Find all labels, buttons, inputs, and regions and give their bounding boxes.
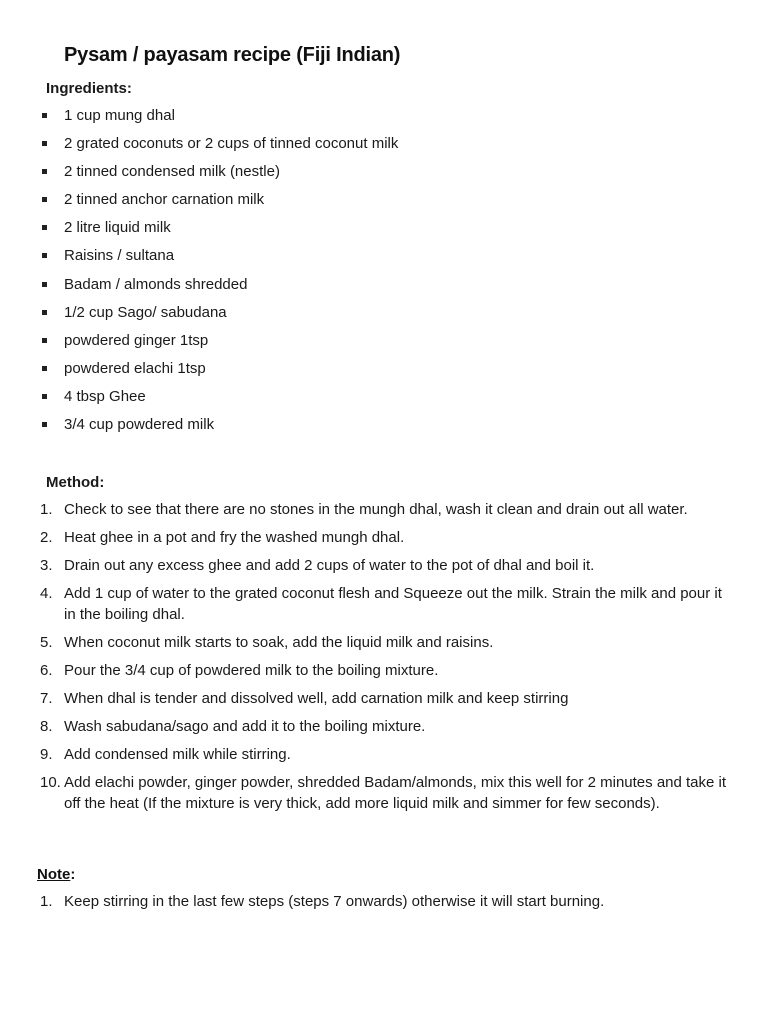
note-colon: : xyxy=(70,866,76,883)
step-number: 5. xyxy=(40,633,53,651)
method-step xyxy=(38,584,728,625)
step-number: 3. xyxy=(40,557,53,575)
method-heading: Method: xyxy=(46,474,105,491)
ingredient-text: 1/2 cup Sago/ sabudana xyxy=(64,303,227,321)
ingredient-item xyxy=(40,415,740,443)
note-text: Keep stirring in the last few steps (steps 7 onwards) otherwise it will start burning. xyxy=(64,893,605,910)
step-number: 8. xyxy=(40,718,53,736)
method-step xyxy=(38,689,728,710)
ingredient-text: 2 litre liquid milk xyxy=(64,219,171,237)
ingredient-text: powdered elachi 1tsp xyxy=(64,359,206,377)
method-step xyxy=(38,500,728,521)
bullet-icon xyxy=(42,366,47,371)
step-text: When coconut milk starts to soak, add the liquid milk and raisins. xyxy=(64,633,494,651)
bullet-icon xyxy=(42,253,47,258)
method-step xyxy=(38,773,728,814)
ingredient-item xyxy=(40,218,740,246)
note-heading xyxy=(37,866,75,883)
bullet-icon xyxy=(42,422,47,427)
method-step xyxy=(38,745,728,766)
bullet-icon xyxy=(42,113,47,118)
step-number: 1. xyxy=(40,501,53,518)
ingredient-item xyxy=(40,246,740,274)
ingredient-text: 2 tinned anchor carnation milk xyxy=(64,191,265,209)
ingredient-text: Raisins / sultana xyxy=(64,247,175,265)
ingredient-text: Badam / almonds shredded xyxy=(64,275,248,293)
ingredient-item xyxy=(40,331,740,359)
ingredient-text: 1 cup mung dhal xyxy=(64,107,175,124)
step-text: Add 1 cup of water to the grated coconut flesh and Squeeze out the milk. Strain the milk and pour it in the boiling dhal. xyxy=(64,585,722,623)
bullet-icon xyxy=(42,282,47,287)
ingredient-item xyxy=(40,134,740,162)
ingredient-item xyxy=(40,359,740,387)
step-text: Add elachi powder, ginger powder, shredded Badam/almonds, mix this well for 2 minutes and take it off the heat (If the mixture is very thick, add more liquid milk and simmer for few seconds). xyxy=(64,774,727,812)
ingredient-text: 2 tinned condensed milk (nestle) xyxy=(64,163,280,181)
method-step xyxy=(38,556,728,577)
step-text: When dhal is tender and dissolved well, add carnation milk and keep stirring xyxy=(64,690,569,708)
ingredient-item xyxy=(40,106,740,134)
bullet-icon xyxy=(42,338,47,343)
step-text: Wash sabudana/sago and add it to the boiling mixture. xyxy=(64,718,426,736)
method-step xyxy=(38,633,728,654)
step-number: 10. xyxy=(40,774,61,792)
step-text: Heat ghee in a pot and fry the washed mungh dhal. xyxy=(64,529,405,547)
ingredient-item xyxy=(40,303,740,331)
ingredients-heading: Ingredients: xyxy=(46,80,132,97)
bullet-icon xyxy=(42,169,47,174)
step-number: 9. xyxy=(40,746,53,764)
ingredients-list xyxy=(40,106,740,443)
method-step xyxy=(38,717,728,738)
ingredient-text: powdered ginger 1tsp xyxy=(64,331,209,349)
note-number: 1. xyxy=(40,893,53,910)
method-list xyxy=(38,500,728,822)
ingredient-text: 3/4 cup powdered milk xyxy=(64,416,215,434)
ingredient-item xyxy=(40,190,740,218)
method-step xyxy=(38,528,728,549)
ingredient-text: 2 grated coconuts or 2 cups of tinned coconut milk xyxy=(64,135,399,153)
method-step xyxy=(38,661,728,682)
step-number: 4. xyxy=(40,585,53,603)
step-number: 6. xyxy=(40,661,53,679)
ingredient-text: 4 tbsp Ghee xyxy=(64,387,146,405)
bullet-icon xyxy=(42,310,47,315)
ingredient-item xyxy=(40,275,740,303)
step-number: 7. xyxy=(40,690,53,708)
bullet-icon xyxy=(42,394,47,399)
bullet-icon xyxy=(42,141,47,146)
ingredient-item xyxy=(40,387,740,415)
note-item xyxy=(38,892,728,912)
bullet-icon xyxy=(42,197,47,202)
step-text: Check to see that there are no stones in the mungh dhal, wash it clean and drain out all water. xyxy=(64,501,688,518)
page-title: Pysam / payasam recipe (Fiji Indian) xyxy=(64,44,401,66)
step-text: Drain out any excess ghee and add 2 cups of water to the pot of dhal and boil it. xyxy=(64,557,595,575)
note-label: Note xyxy=(37,866,71,883)
note-list xyxy=(38,892,728,912)
bullet-icon xyxy=(42,225,47,230)
step-number: 2. xyxy=(40,529,53,547)
step-text: Pour the 3/4 cup of powdered milk to the boiling mixture. xyxy=(64,661,439,679)
step-text: Add condensed milk while stirring. xyxy=(64,746,291,764)
ingredient-item xyxy=(40,162,740,190)
